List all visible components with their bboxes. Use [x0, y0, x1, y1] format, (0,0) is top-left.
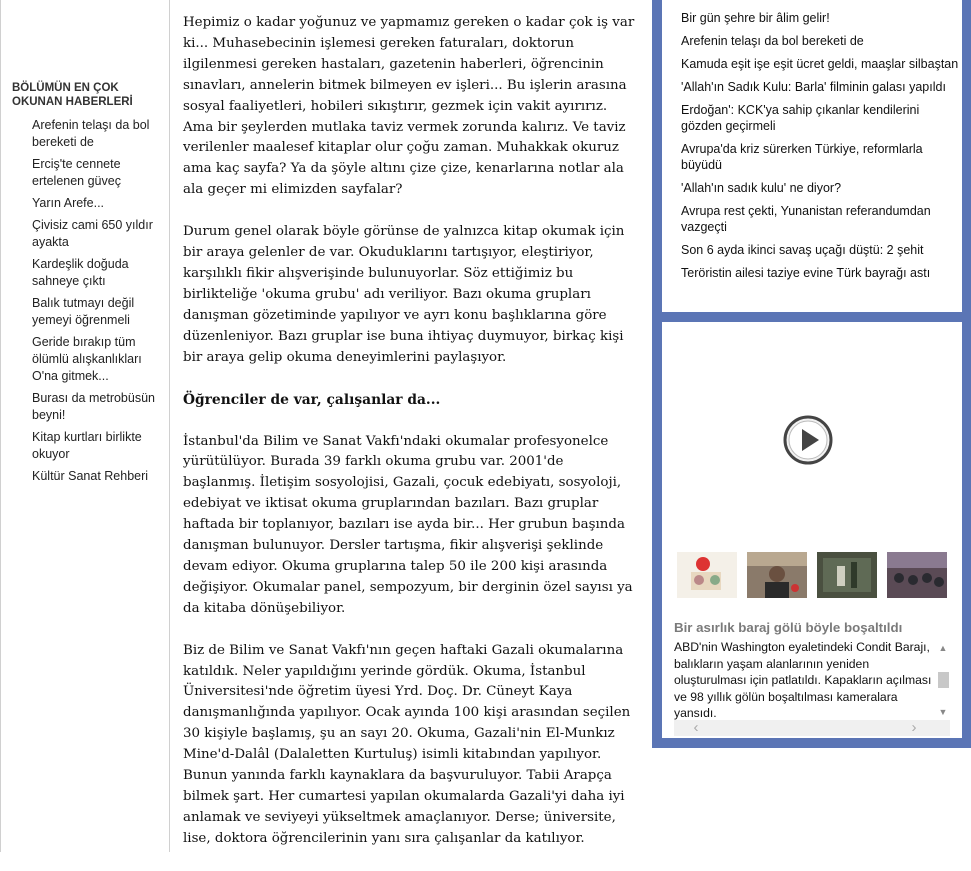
most-read-item[interactable]: Kardeşlik doğuda sahneye çıktı: [32, 257, 129, 288]
left-sidebar: [0, 0, 170, 852]
news-link[interactable]: Erdoğan': KCK'ya sahip çıkanlar kendilerini gözden geçirmeli: [681, 103, 920, 133]
most-read-item[interactable]: Erciş'te cennete ertelenen güveç: [32, 157, 121, 188]
description-scrollbar[interactable]: [936, 642, 950, 718]
chevron-right-icon[interactable]: ›: [911, 719, 917, 736]
news-link[interactable]: Kamuda eşit işe eşit ücret geldi, maaşlar silbaştan: [681, 57, 959, 71]
article-body: [183, 13, 638, 871]
most-read-item[interactable]: Çivisiz cami 650 yıldır ayakta: [32, 218, 153, 249]
scrollbar-thumb[interactable]: [938, 672, 949, 688]
most-read-list: [32, 117, 164, 490]
chevron-up-icon[interactable]: ▲: [938, 643, 948, 653]
video-thumbnail[interactable]: [677, 552, 737, 598]
chevron-left-icon[interactable]: ‹: [693, 719, 699, 736]
most-read-item[interactable]: Burası da metrobüsün beyni!: [32, 391, 155, 422]
news-link[interactable]: Bir gün şehre bir âlim gelir!: [681, 11, 830, 25]
news-link[interactable]: 'Allah'ın sadık kulu' ne diyor?: [681, 181, 842, 195]
play-icon[interactable]: [783, 415, 833, 465]
news-list: [681, 10, 961, 288]
video-title[interactable]: Bir asırlık baraj gölü böyle boşaltıldı: [674, 620, 903, 635]
article-paragraph: İstanbul'da Bilim ve Sanat Vakfı'ndaki okumalar profesyonelce yürütülüyor. Burada 39 farklı okuma grubu var. 2001'de başlanmış. İletişim sosyolojisi, Gazali, çocuk edebiyatı, sosyoloji, edebiyat ve iktisat okuma gruplarından bazıları. Bazı gruplar haftada bir toplanıyor, bazıları ise ayda bir... Her grubun başında danışman bulunuyor. Dersler tartışma, fikir alışverişi şeklinde devam ediyor. Okuma gruplarına talep 50 ile 200 kişi arasında değişiyor. Okumalar panel, sempozyum, bir derginin özel sayısı ya da kitaba dönüşebiliyor.: [183, 433, 633, 616]
news-link[interactable]: Avrupa'da kriz sürerken Türkiye, reformlarla büyüdü: [681, 142, 923, 172]
video-thumbnail[interactable]: [817, 552, 877, 598]
most-read-item[interactable]: Yarın Arefe...: [32, 196, 105, 210]
video-thumbnail[interactable]: [747, 552, 807, 598]
article-paragraph: Durum genel olarak böyle görünse de yalnızca kitap okumak için bir araya gelenler de var. Okuduklarını tartışıyor, eleştiriyor, karşılıklı fikir alışverişinde bulunuyorlar. Söz ettiğimiz bu birlikteliğe 'okuma grubu' adı veriliyor. Bazı okuma grupları danışman gözetiminde yapılıyor ve ayrı konu başlıklarına göre düzenleniyor. Bazı gruplar ise buna ihtiyaç duymuyor, birkaç kişi bir araya gelip okuma deneyimlerini paylaşıyor.: [183, 224, 625, 365]
video-player: [662, 322, 962, 738]
most-read-heading: BÖLÜMÜN EN ÇOK OKUNAN HABERLERİ: [12, 82, 133, 108]
article-subheading: Öğrenciler de var, çalışanlar da...: [183, 391, 441, 408]
most-read-item[interactable]: Geride bırakıp tüm ölümlü alışkanlıkları O'na gitmek...: [32, 335, 142, 383]
most-read-item[interactable]: Arefenin telaşı da bol bereketi de: [32, 118, 150, 149]
news-link[interactable]: Avrupa rest çekti, Yunanistan referandumdan vazgeçti: [681, 204, 931, 234]
most-read-item[interactable]: Kültür Sanat Rehberi: [32, 469, 149, 483]
article-paragraph: Biz de Bilim ve Sanat Vakfı'nın geçen haftaki Gazali okumalarına katıldık. Neler yapıldığını yerinde gördük. Okuma, İstanbul Üniversitesi'nde öğretim üyesi Yrd. Doç. Dr. Cüneyt Kaya danışmanlığında yapılıyor. Ocak ayında 100 kişi arasından seçilen 30 kişiyle başlamış, şu an sayı 20. Okuma, Gazali'nin El-Munkız Mine'd-Dalâl (Dalaletten Kurtuluş) isimli kitabından yapılıyor. Bunun yanında farklı kaynaklara da başvuruluyor. Tabii Arapça bilmek şart. Her cumartesi yapılan okumalarda Gazali'yi daha iyi anlamak ve seviyeyi yükseltmek amaçlanıyor. Derse; üniversite, lise, doktora öğrencilerinin yanı sıra çalışanlar da katılıyor.: [183, 642, 631, 846]
news-box: [662, 0, 962, 312]
news-link[interactable]: 'Allah'ın Sadık Kulu: Barla' filminin galası yapıldı: [681, 80, 946, 94]
news-link[interactable]: Arefenin telaşı da bol bereketi de: [681, 34, 864, 48]
most-read-item[interactable]: Kitap kurtları birlikte okuyor: [32, 430, 142, 461]
chevron-down-icon[interactable]: ▼: [938, 707, 948, 717]
video-thumbnail[interactable]: [887, 552, 947, 598]
news-link[interactable]: Teröristin ailesi taziye evine Türk bayrağı astı: [681, 266, 931, 280]
carousel-nav: [674, 720, 950, 736]
video-description: ABD'nin Washington eyaletindeki Condit Barajı, balıkların yaşam alanlarının yeniden oluşturulması için patlatıldı. Kapakların açılması ve 98 yıllık gölün boşaltılması kameralara yansıdı.: [674, 640, 932, 720]
news-link[interactable]: Son 6 ayda ikinci savaş uçağı düştü: 2 şehit: [681, 243, 924, 257]
most-read-item[interactable]: Balık tutmayı değil yemeyi öğrenmeli: [32, 296, 135, 327]
article-paragraph: Hepimiz o kadar yoğunuz ve yapmamız gereken o kadar çok iş var ki... Muhasebecinin işlemesi gereken faturaları, doktorun ilgilenmesi gereken hastaları, gazetenin haberleri, öğrencinin sınavları, annelerin bitmek bilmeyen ev işleri... Bu işlerin arasına sosyal faaliyetleri, hobileri sıkıştırır, gezmek için vakit ayırırız. Ama bir şeylerden mutlaka taviz vermek zorunda kalırız. Ve taviz verilenler maalesef kitaplar olur çoğu zaman. Muhakkak okuruz ama kaç sayfa? Ya da şöyle altını çize çize, kenarlarına notlar ala ala geçer mi elimizden sayfalar?: [183, 15, 635, 198]
